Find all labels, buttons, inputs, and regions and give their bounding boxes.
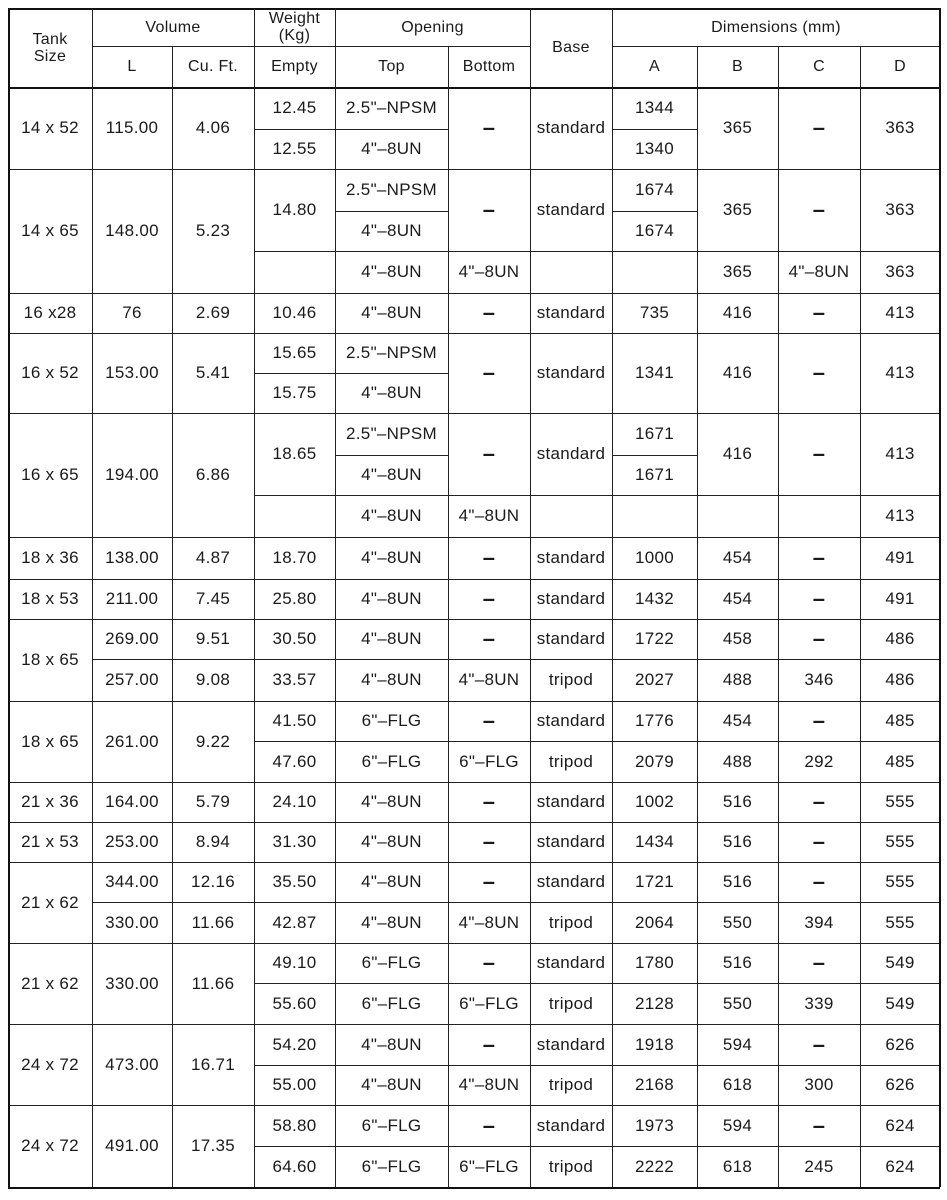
table-bottom-border xyxy=(8,1187,940,1189)
cell-weight: 42.87 xyxy=(272,912,317,932)
cell-weight: 18.70 xyxy=(272,548,317,567)
cell-base xyxy=(530,251,612,293)
cell-base: tripod xyxy=(548,670,594,689)
cell-bottom: – xyxy=(482,1031,496,1057)
cell-weight: 31.30 xyxy=(272,832,317,851)
volume-cuft-cell: 9.22 xyxy=(195,731,231,751)
cell-a: 2222 xyxy=(634,1156,675,1176)
cell-b: 550 xyxy=(722,993,753,1013)
cell-d: 624 xyxy=(885,1115,915,1135)
cell-bottom: – xyxy=(482,360,496,385)
cell-bottom: 6"–FLG xyxy=(459,993,519,1013)
cell-b: 365 xyxy=(722,262,753,281)
volume-l-cell: 138.00 xyxy=(105,548,159,567)
cell-weight: 41.50 xyxy=(272,711,317,730)
cell-c: 300 xyxy=(804,1075,834,1094)
cell-weight: 54.20 xyxy=(272,1034,317,1054)
column-divider xyxy=(335,8,336,87)
tank-size-cell: 21 x 53 xyxy=(21,832,79,851)
cell-d: 626 xyxy=(885,1034,915,1054)
volume-cuft-cell: 4.06 xyxy=(195,118,231,137)
cell-d: 413 xyxy=(885,444,915,463)
cell-weight: 64.60 xyxy=(272,1156,317,1176)
header-dim-b: B xyxy=(732,58,743,75)
cell-c: – xyxy=(812,360,826,385)
tank-size-cell: 14 x 52 xyxy=(21,118,79,137)
cell-a: 1432 xyxy=(634,589,675,608)
header-weight: Weight (Kg) xyxy=(268,10,321,44)
table-top-border xyxy=(8,8,940,10)
cell-b: 454 xyxy=(722,711,753,730)
cell-d: 363 xyxy=(885,262,915,281)
column-divider xyxy=(92,8,93,87)
cell-base: standard xyxy=(536,444,606,463)
cell-c: – xyxy=(812,789,826,814)
table-left-border xyxy=(8,8,10,1187)
cell-weight: 24.10 xyxy=(272,792,317,811)
cell-b: 550 xyxy=(722,912,753,932)
cell-weight: 25.80 xyxy=(272,589,317,608)
cell-bottom: – xyxy=(482,545,496,570)
volume-l-cell: 148.00 xyxy=(105,221,159,240)
cell-c: 292 xyxy=(804,751,834,771)
tank-size-cell: 16 x28 xyxy=(23,303,77,322)
volume-l-cell: 76 xyxy=(122,303,142,322)
column-divider xyxy=(448,87,449,1187)
cell-c: – xyxy=(812,300,826,325)
cell-d: 555 xyxy=(885,792,915,811)
column-divider xyxy=(448,46,449,87)
cell-c: – xyxy=(812,1112,826,1138)
cell-base: standard xyxy=(536,589,606,608)
volume-l-cell: 491.00 xyxy=(105,1136,159,1155)
cell-d: 549 xyxy=(885,993,915,1013)
cell-b: 516 xyxy=(722,872,753,891)
cell-c: 394 xyxy=(804,912,834,932)
cell-bottom: – xyxy=(482,708,496,733)
cell-d: 491 xyxy=(885,548,915,567)
cell-a: 2027 xyxy=(634,670,675,689)
cell-bottom: – xyxy=(482,869,496,894)
volume-l-cell: 261.00 xyxy=(105,731,159,751)
volume-cuft-cell: 11.66 xyxy=(191,912,235,932)
column-divider xyxy=(860,87,861,1187)
cell-top: 4"–8UN xyxy=(361,506,422,525)
cell-b: 416 xyxy=(722,303,753,322)
cell-weight: 49.10 xyxy=(272,953,317,972)
cell-c: – xyxy=(812,708,826,733)
cell-base: tripod xyxy=(548,751,594,771)
cell-weight: 47.60 xyxy=(272,751,317,771)
tank-size-cell: 21 x 36 xyxy=(21,792,79,811)
cell-base: standard xyxy=(536,953,606,972)
cell-top: 2.5"–NPSM xyxy=(346,343,437,362)
cell-a: 1973 xyxy=(634,1115,675,1135)
volume-cuft-cell: 9.08 xyxy=(195,670,231,689)
cell-b: 618 xyxy=(722,1075,753,1094)
volume-l-cell: 153.00 xyxy=(105,363,159,382)
cell-d: 555 xyxy=(885,832,915,851)
cell-weight: 33.57 xyxy=(272,670,317,689)
cell-d: 549 xyxy=(885,953,915,972)
cell-b: 618 xyxy=(722,1156,753,1176)
cell-bottom: 4"–8UN xyxy=(458,912,520,932)
cell-b: 594 xyxy=(722,1115,753,1135)
cell-top: 6"–FLG xyxy=(361,993,422,1013)
cell-a: 1674 xyxy=(634,180,675,199)
cell-d: 486 xyxy=(885,670,915,689)
cell-base: tripod xyxy=(548,912,594,932)
cell-d: 555 xyxy=(885,872,915,891)
cell-a: 1674 xyxy=(634,221,675,240)
volume-l-cell: 330.00 xyxy=(105,912,159,932)
column-divider xyxy=(92,87,93,1187)
cell-c: – xyxy=(812,115,826,140)
cell-c: – xyxy=(812,545,826,570)
volume-l-cell: 194.00 xyxy=(105,465,159,484)
cell-c: – xyxy=(812,197,826,222)
cell-c: – xyxy=(812,586,826,611)
cell-weight xyxy=(254,251,335,293)
cell-d: 363 xyxy=(885,200,915,219)
cell-top: 4"–8UN xyxy=(361,1075,422,1094)
column-divider xyxy=(612,8,613,87)
cell-b xyxy=(697,495,778,537)
cell-d: 486 xyxy=(885,629,915,648)
cell-d: 624 xyxy=(885,1156,915,1176)
volume-cuft-cell: 12.16 xyxy=(190,872,236,891)
cell-bottom: – xyxy=(482,950,496,975)
cell-weight xyxy=(254,495,335,537)
cell-bottom: – xyxy=(482,1112,496,1138)
cell-d: 413 xyxy=(885,506,915,525)
cell-a: 2168 xyxy=(634,1075,675,1094)
header-dim-c: C xyxy=(813,58,825,75)
volume-cuft-cell: 2.69 xyxy=(195,303,231,322)
cell-a: 1722 xyxy=(634,629,675,648)
cell-a: 1671 xyxy=(634,465,675,484)
cell-b: 365 xyxy=(722,200,753,219)
cell-c: – xyxy=(812,950,826,975)
tank-size-cell: 14 x 65 xyxy=(21,221,79,240)
cell-a: 1341 xyxy=(634,363,675,382)
volume-l-cell: 257.00 xyxy=(105,670,159,689)
header-divider xyxy=(612,46,940,47)
cell-bottom: – xyxy=(482,829,496,854)
column-divider xyxy=(254,87,255,1187)
cell-b: 416 xyxy=(722,444,753,463)
cell-top: 2.5"–NPSM xyxy=(346,98,437,117)
column-divider xyxy=(778,46,779,87)
volume-l-cell: 115.00 xyxy=(105,118,159,137)
cell-base: standard xyxy=(536,200,606,219)
cell-base: standard xyxy=(536,629,606,648)
cell-base: standard xyxy=(536,303,606,322)
volume-cuft-cell: 9.51 xyxy=(195,629,231,648)
cell-bottom: 6"–FLG xyxy=(459,1156,519,1176)
cell-a: 1002 xyxy=(634,792,675,811)
cell-top: 4"–8UN xyxy=(361,1034,422,1054)
cell-a: 1344 xyxy=(634,98,675,117)
cell-b: 516 xyxy=(722,792,753,811)
cell-a: 2079 xyxy=(634,751,675,771)
cell-base: standard xyxy=(536,1115,606,1135)
tank-size-cell: 24 x 72 xyxy=(21,1054,79,1074)
cell-b: 454 xyxy=(722,589,753,608)
cell-base: standard xyxy=(536,872,606,891)
cell-a: 1780 xyxy=(634,953,675,972)
header-opening: Opening xyxy=(401,18,464,36)
volume-cuft-cell: 5.23 xyxy=(195,221,231,240)
cell-weight: 58.80 xyxy=(272,1115,317,1135)
cell-d: 413 xyxy=(885,303,915,322)
cell-weight: 15.75 xyxy=(272,383,317,402)
cell-weight: 15.65 xyxy=(272,343,317,362)
cell-d: 491 xyxy=(885,589,915,608)
cell-a: 1918 xyxy=(634,1034,675,1054)
column-divider xyxy=(530,8,531,87)
cell-top: 4"–8UN xyxy=(361,912,422,932)
cell-c: – xyxy=(812,829,826,854)
column-divider xyxy=(172,46,173,87)
cell-weight: 12.45 xyxy=(272,98,317,117)
cell-d: 555 xyxy=(885,912,915,932)
volume-l-cell: 269.00 xyxy=(105,629,159,648)
column-divider xyxy=(697,46,698,87)
cell-base: tripod xyxy=(548,993,594,1013)
cell-c: 4"–8UN xyxy=(788,262,850,281)
cell-c: 339 xyxy=(804,993,834,1013)
cell-bottom: – xyxy=(482,586,496,611)
cell-bottom: 4"–8UN xyxy=(458,262,520,281)
column-divider xyxy=(335,87,336,1187)
cell-a xyxy=(612,495,697,537)
cell-top: 6"–FLG xyxy=(361,953,422,972)
tank-size-cell: 21 x 62 xyxy=(21,973,79,993)
tank-size-cell: 18 x 65 xyxy=(21,731,79,751)
volume-cuft-cell: 7.45 xyxy=(195,589,231,608)
cell-a: 1000 xyxy=(634,548,675,567)
cell-bottom: – xyxy=(482,626,496,651)
header-divider xyxy=(92,46,530,47)
header-weight-empty: Empty xyxy=(271,58,318,75)
cell-top: 6"–FLG xyxy=(361,1156,422,1176)
cell-b: 488 xyxy=(722,670,753,689)
header-dim-a: A xyxy=(649,58,660,75)
volume-l-cell: 164.00 xyxy=(105,792,159,811)
cell-bottom: – xyxy=(482,197,496,222)
cell-weight: 14.80 xyxy=(272,200,317,219)
cell-base: tripod xyxy=(548,1156,594,1176)
cell-base: standard xyxy=(536,832,606,851)
cell-weight: 55.60 xyxy=(272,993,317,1013)
cell-top: 4"–8UN xyxy=(361,303,422,322)
tank-size-cell: 24 x 72 xyxy=(21,1136,79,1155)
cell-b: 365 xyxy=(722,118,753,137)
cell-bottom: – xyxy=(482,115,496,140)
cell-bottom: 4"–8UN xyxy=(458,1075,520,1094)
cell-weight: 12.55 xyxy=(272,139,317,158)
cell-a: 1340 xyxy=(634,139,675,158)
cell-weight: 18.65 xyxy=(272,444,317,463)
table-right-border xyxy=(939,8,941,1187)
header-opening-bottom: Bottom xyxy=(462,58,516,75)
header-base: Base xyxy=(552,39,590,56)
cell-bottom: 4"–8UN xyxy=(458,670,520,689)
tank-size-cell: 18 x 36 xyxy=(21,548,79,567)
cell-top: 4"–8UN xyxy=(361,548,422,567)
volume-cuft-cell: 11.66 xyxy=(191,973,235,993)
cell-d: 485 xyxy=(885,751,915,771)
cell-top: 4"–8UN xyxy=(361,262,422,281)
header-volume: Volume xyxy=(145,18,201,36)
cell-c xyxy=(778,495,860,537)
cell-top: 4"–8UN xyxy=(361,465,422,484)
cell-weight: 35.50 xyxy=(272,872,317,891)
header-opening-top: Top xyxy=(378,58,405,75)
cell-a: 1434 xyxy=(634,832,675,851)
volume-cuft-cell: 5.79 xyxy=(195,792,231,811)
tank-size-cell: 18 x 65 xyxy=(21,650,79,669)
cell-weight: 30.50 xyxy=(272,629,317,648)
cell-top: 4"–8UN xyxy=(361,589,422,608)
cell-d: 626 xyxy=(885,1075,915,1094)
column-divider xyxy=(697,87,698,1187)
cell-b: 416 xyxy=(722,363,753,382)
cell-top: 4"–8UN xyxy=(361,383,422,402)
volume-l-cell: 473.00 xyxy=(105,1054,159,1074)
cell-top: 4"–8UN xyxy=(361,670,422,689)
cell-b: 458 xyxy=(722,629,753,648)
cell-a: 1721 xyxy=(634,872,675,891)
tank-size-cell: 16 x 52 xyxy=(21,363,79,382)
column-divider xyxy=(172,87,173,1187)
cell-c: – xyxy=(812,869,826,894)
cell-weight: 10.46 xyxy=(272,303,317,322)
column-divider xyxy=(612,87,613,1187)
cell-a: 2128 xyxy=(634,993,675,1013)
cell-top: 4"–8UN xyxy=(361,872,422,891)
cell-base xyxy=(530,495,612,537)
cell-c: – xyxy=(812,626,826,651)
tank-size-cell: 16 x 65 xyxy=(21,465,79,484)
column-divider xyxy=(860,46,861,87)
cell-bottom: – xyxy=(482,441,496,466)
volume-l-cell: 253.00 xyxy=(105,832,159,851)
cell-b: 488 xyxy=(722,751,753,771)
cell-b: 516 xyxy=(722,832,753,851)
volume-cuft-cell: 5.41 xyxy=(195,363,231,382)
cell-d: 485 xyxy=(885,711,915,730)
cell-top: 6"–FLG xyxy=(361,1115,422,1135)
cell-weight: 55.00 xyxy=(272,1075,317,1094)
cell-base: standard xyxy=(536,363,606,382)
cell-base: standard xyxy=(536,711,606,730)
volume-cuft-cell: 6.86 xyxy=(195,465,231,484)
volume-l-cell: 211.00 xyxy=(105,589,159,608)
header-dimensions: Dimensions (mm) xyxy=(711,18,841,36)
volume-l-cell: 330.00 xyxy=(105,973,159,993)
cell-c: 346 xyxy=(804,670,834,689)
cell-bottom: 6"–FLG xyxy=(459,751,519,771)
header-tank-size: Tank Size xyxy=(32,30,68,65)
cell-bottom: 4"–8UN xyxy=(458,506,520,525)
cell-a: 735 xyxy=(639,303,670,322)
cell-top: 4"–8UN xyxy=(361,139,422,158)
cell-base: standard xyxy=(536,1034,606,1054)
cell-c: 245 xyxy=(804,1156,834,1176)
column-divider xyxy=(254,8,255,87)
cell-base: standard xyxy=(536,792,606,811)
tank-size-cell: 18 x 53 xyxy=(21,589,79,608)
cell-top: 6"–FLG xyxy=(361,751,422,771)
cell-d: 413 xyxy=(885,363,915,382)
header-volume-l: L xyxy=(127,58,137,75)
cell-top: 4"–8UN xyxy=(361,221,422,240)
cell-top: 4"–8UN xyxy=(361,792,422,811)
cell-bottom: – xyxy=(482,789,496,814)
cell-top: 4"–8UN xyxy=(361,832,422,851)
cell-base: tripod xyxy=(548,1075,594,1094)
cell-bottom: – xyxy=(482,300,496,325)
tank-size-cell: 21 x 62 xyxy=(21,892,79,912)
volume-cuft-cell: 17.35 xyxy=(190,1136,236,1155)
cell-top: 2.5"–NPSM xyxy=(346,424,437,443)
cell-base: standard xyxy=(536,548,606,567)
cell-b: 454 xyxy=(722,548,753,567)
cell-a: 1671 xyxy=(634,424,675,443)
column-divider xyxy=(778,87,779,1187)
cell-top: 6"–FLG xyxy=(361,711,422,730)
cell-a: 2064 xyxy=(634,912,675,932)
volume-l-cell: 344.00 xyxy=(105,872,159,891)
cell-b: 516 xyxy=(722,953,753,972)
volume-cuft-cell: 8.94 xyxy=(195,832,231,851)
cell-b: 594 xyxy=(722,1034,753,1054)
column-divider xyxy=(530,87,531,1187)
cell-top: 2.5"–NPSM xyxy=(346,180,437,199)
cell-base: standard xyxy=(536,118,606,137)
cell-d: 363 xyxy=(885,118,915,137)
volume-cuft-cell: 4.87 xyxy=(195,548,231,567)
header-volume-cuft: Cu. Ft. xyxy=(187,58,239,75)
cell-top: 4"–8UN xyxy=(361,629,422,648)
header-dim-d: D xyxy=(894,58,906,75)
cell-c: – xyxy=(812,441,826,466)
volume-cuft-cell: 16.71 xyxy=(190,1054,236,1074)
cell-a xyxy=(612,251,697,293)
cell-a: 1776 xyxy=(634,711,675,730)
cell-c: – xyxy=(812,1031,826,1057)
